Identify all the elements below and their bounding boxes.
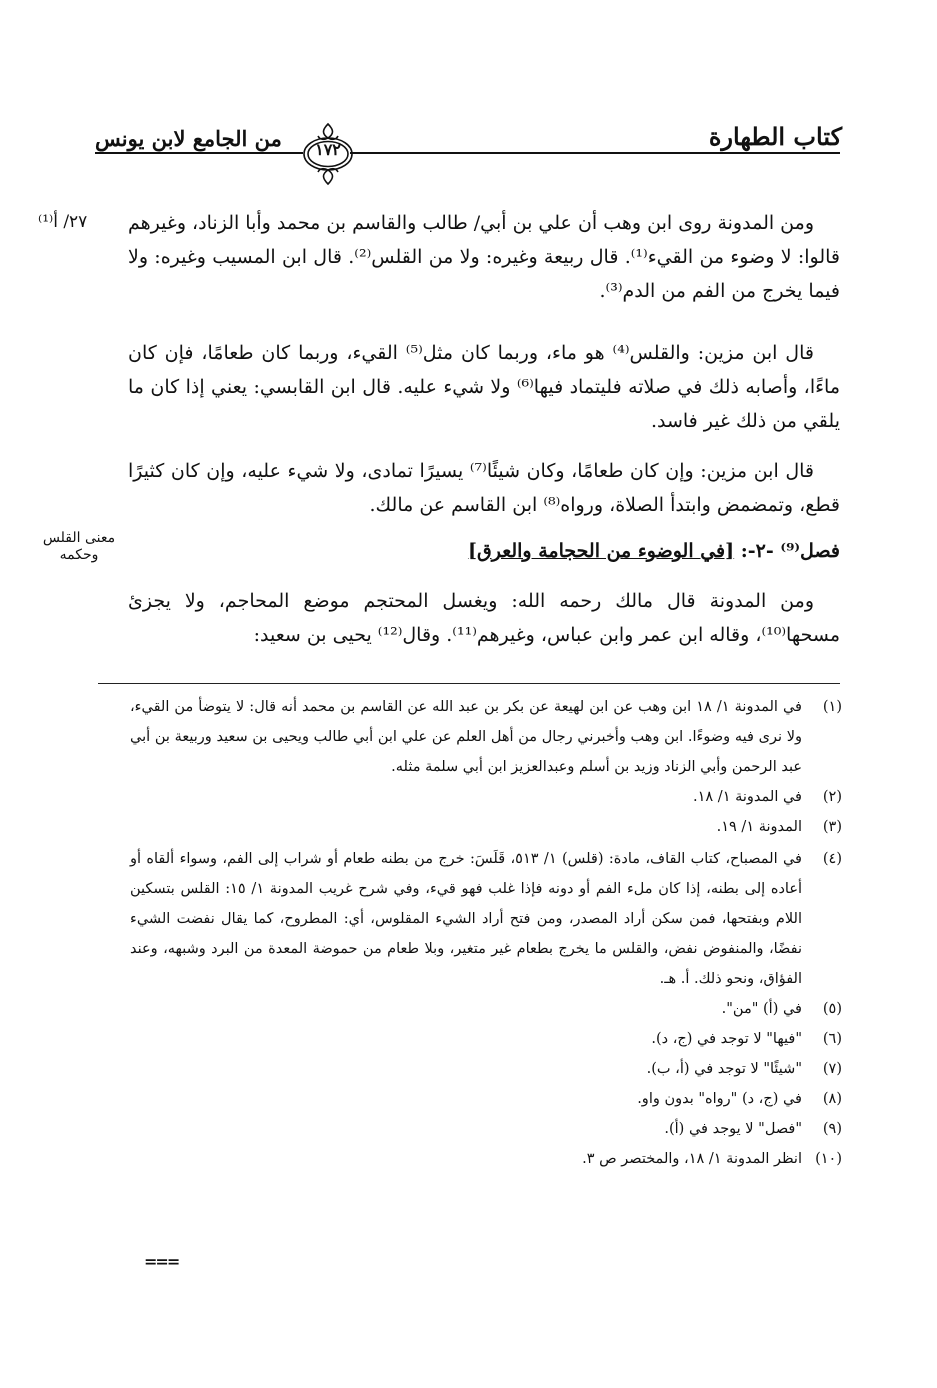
footnote-number: (١٠) xyxy=(815,1151,842,1167)
footnote-8 xyxy=(130,1084,842,1114)
footnote-text: "فيها" لا توجد في (ج، د). xyxy=(651,1031,802,1047)
footnote-text: في المدونة ١/ ١٨. xyxy=(693,789,802,805)
footnote-number: (٨) xyxy=(822,1091,842,1107)
margin-side-note: معنى القلس وحكمه xyxy=(42,530,116,563)
folio-reference: ٢٧/ أ⁽¹⁾ xyxy=(38,212,88,232)
footnote-2 xyxy=(130,782,842,812)
footnote-text: "فصل" لا يوجد في (أ). xyxy=(664,1121,802,1137)
footnote-number: (٧) xyxy=(822,1061,842,1077)
footnote-number: (٢) xyxy=(822,789,842,805)
page-number: ١٧٢ xyxy=(315,140,341,159)
footnote-divider xyxy=(98,683,840,684)
footnote-5 xyxy=(130,994,842,1024)
footnote-text: في المدونة ١/ ١٨ ابن وهب عن ابن لهيعة عن بكر بن عبد الله عن القاسم بن محمد أنه قال: لا يتوضأ من القيء، ولا نرى فيه وضوءًا. ابن وهب وأخبرني رجال من أهل العلم عن علي ابن أبي طالب ويحيى بن سعيد وربيعة بن أبي عبد الرحمن وأبي الزناد وزيد بن أسلم وعبدالعزيز ابن أبي سلمة مثله. xyxy=(130,699,802,775)
section-heading xyxy=(468,540,840,562)
footnote-6 xyxy=(130,1024,842,1054)
running-title-left: من الجامع لابن يونس xyxy=(95,126,282,151)
footnote-number: (٥) xyxy=(822,1001,842,1017)
footnote-10 xyxy=(130,1144,842,1174)
footnote-number: (٣) xyxy=(822,819,842,835)
footnote-number: (٦) xyxy=(822,1031,842,1047)
footnote-text: في المصباح، كتاب القاف، مادة: (قلس) ١/ ٥١٣، قَلَسَ: خرج من بطنه طعام أو شراب إلى الفم، وسواء ألقاه أو أعاده إلى بطنه، إذا كان ملء الفم أو دونه فإذا غلب فهو قيء، وفي شرح غريب المدونة ١/ ١٥: القلس بتسكين اللام وبفتحها، فمن سكن أراد المصدر، ومن فتح أراد الشيء المقلوس، أي: المطروح، كما يقال نفضت الشيء نفضًا، والمنفوض نفض، والقلس ما يخرج بطعام غير متغير، وبلا طعام من حموضة المعدة من البرد وشبهه، وعند الفؤاق، ونحو ذلك. أ. هـ. xyxy=(130,851,802,987)
footnote-text: في (ج، د) "رواه" بدون واو. xyxy=(637,1091,802,1107)
footnote-text: انظر المدونة ١/ ١٨، والمختصر ص ٣. xyxy=(582,1151,802,1167)
continuation-mark: === xyxy=(144,1252,179,1271)
footnote-3 xyxy=(130,812,842,842)
footnote-number: (٤) xyxy=(822,851,842,867)
header-rule-right xyxy=(350,152,840,154)
paragraph-2: قال ابن مزين: والقلس⁽⁴⁾ هو ماء، وربما كان مثل⁽⁵⁾ القيء، وربما كان طعامًا، فإن كان ماءًا، وأصابه ذلك في صلاته فليتماد فيها⁽⁶⁾ ولا شيء عليه. قال ابن القابسي: يعني إذا كان ما يلقي من ذلك غير فاسد. xyxy=(128,342,840,432)
footnote-text: في (أ) "من". xyxy=(721,1001,802,1017)
paragraph-3: قال ابن مزين: وإن كان طعامًا، وكان شيئًا⁽⁷⁾ يسيرًا تمادى، ولا شيء عليه، وإن كان كثيرًا قطع، وتمضمض وابتدأ الصلاة، ورواه⁽⁸⁾ ابن القاسم عن مالك. xyxy=(128,460,840,516)
section-title: [في الوضوء من الحجامة والعرق] xyxy=(467,540,735,562)
footnote-7 xyxy=(130,1054,842,1084)
running-title-right: كتاب الطهارة xyxy=(708,122,842,151)
footnote-1 xyxy=(130,692,842,782)
footnote-text: المدونة ١/ ١٩. xyxy=(716,819,802,835)
paragraph-1: ومن المدونة روى ابن وهب أن علي بن أبي/ طالب والقاسم بن محمد وأبا الزناد، وغيرهم قالوا: لا وضوء من القيء⁽¹⁾. قال ربيعة وغيره: ولا من القلس⁽²⁾. قال ابن المسيب وغيره: ولا فيما يخرج من الفم من الدم⁽³⁾. xyxy=(128,212,840,302)
section-prefix: فصل⁽⁹⁾ -٢-: xyxy=(740,540,840,562)
paragraph-4: ومن المدونة قال مالك رحمه الله: ويغسل المحتجم موضع المحاجم، ولا يجزئ مسحها⁽¹⁰⁾، وقاله ابن عمر وابن عباس، وغيرهم⁽¹¹⁾. وقال⁽¹²⁾ يحيى بن سعيد: xyxy=(128,590,840,646)
header-rule-left xyxy=(95,152,303,154)
footnote-9 xyxy=(130,1114,842,1144)
footnote-text: "شيئًا" لا توجد في (أ، ب). xyxy=(646,1061,802,1077)
footnote-4 xyxy=(130,844,842,994)
footnotes-section xyxy=(130,692,842,1174)
footnote-number: (٩) xyxy=(822,1121,842,1137)
footnote-number: (١) xyxy=(822,699,842,715)
